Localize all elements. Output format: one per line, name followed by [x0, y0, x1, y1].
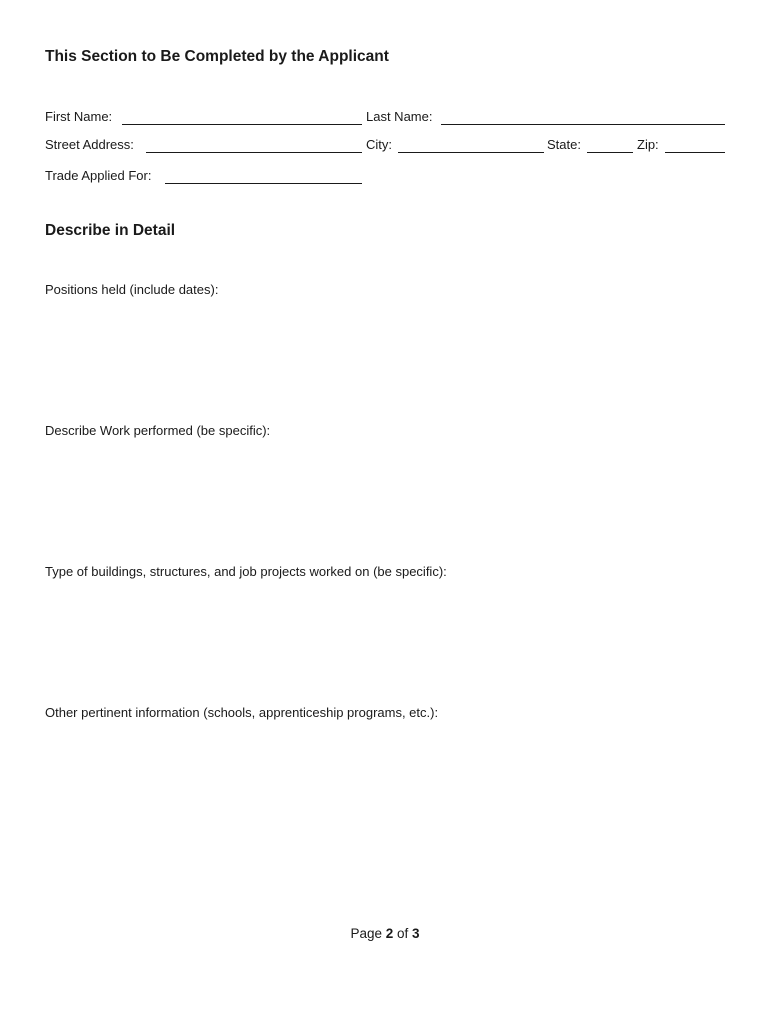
buildings-structures-prompt: Type of buildings, structures, and job projects worked on (be specific): — [45, 564, 447, 579]
page-total: 3 — [412, 926, 420, 941]
first-name-field[interactable] — [122, 108, 362, 125]
street-address-field[interactable] — [146, 136, 362, 153]
work-performed-prompt: Describe Work performed (be specific): — [45, 423, 271, 438]
applicant-section-title: This Section to Be Completed by the Applicant — [45, 48, 389, 65]
city-label: City: — [366, 137, 392, 152]
state-field[interactable] — [587, 136, 633, 153]
zip-label: Zip: — [637, 137, 659, 152]
city-field[interactable] — [398, 136, 544, 153]
detail-section-title: Describe in Detail — [45, 222, 176, 239]
work-performed-answer-area[interactable] — [45, 443, 725, 558]
page-number — [0, 925, 770, 943]
positions-held-answer-area[interactable] — [45, 302, 725, 417]
page-prefix: Page — [350, 926, 382, 941]
trade-applied-label: Trade Applied For: — [45, 168, 152, 183]
trade-row — [45, 167, 365, 185]
page-current: 2 — [385, 926, 394, 941]
last-name-field[interactable] — [441, 108, 725, 125]
state-label: State: — [547, 137, 581, 152]
name-row — [45, 108, 725, 126]
address-row — [45, 136, 725, 154]
page-of: of — [397, 926, 409, 941]
last-name-label: Last Name: — [366, 109, 433, 124]
first-name-label: First Name: — [45, 109, 113, 124]
positions-held-prompt: Positions held (include dates): — [45, 282, 219, 297]
other-info-prompt: Other pertinent information (schools, apprenticeship programs, etc.): — [45, 705, 439, 720]
trade-applied-field[interactable] — [165, 167, 362, 184]
zip-field[interactable] — [665, 136, 725, 153]
buildings-structures-answer-area[interactable] — [45, 584, 725, 699]
other-info-answer-area[interactable] — [45, 725, 725, 905]
street-address-label: Street Address: — [45, 137, 134, 152]
